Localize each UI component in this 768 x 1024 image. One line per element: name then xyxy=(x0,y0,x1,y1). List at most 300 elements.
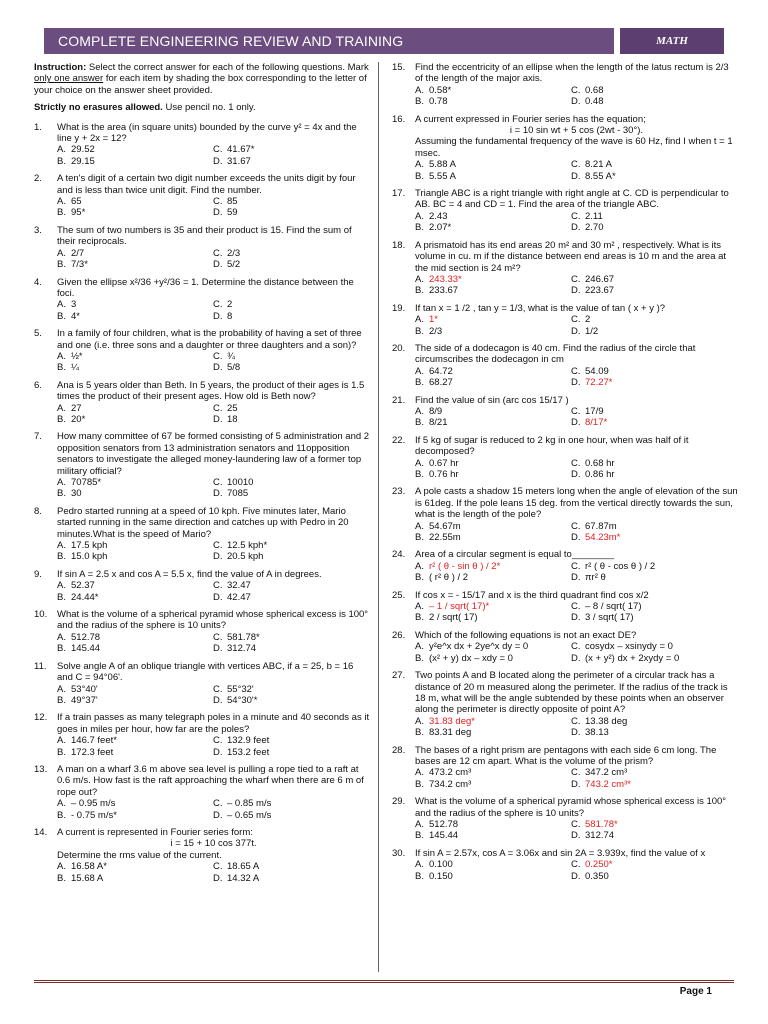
question-item xyxy=(34,609,370,655)
answer-options xyxy=(415,274,738,297)
option-value: 38.13 xyxy=(585,727,609,739)
question-body xyxy=(57,225,370,271)
question-stem: Find the value of sin (arc cos 15/17 ) xyxy=(415,394,569,406)
question-number: 3. xyxy=(34,224,42,236)
option-letter: C. xyxy=(213,402,223,414)
option-letter: C. xyxy=(571,520,581,532)
option-letter: B. xyxy=(57,488,66,500)
option-letter: A. xyxy=(415,365,424,377)
option-value: 312.74 xyxy=(227,643,257,655)
question-formula: i = 10 sin wt + 5 cos (2wt - 30°). xyxy=(509,125,644,137)
option-value: 54.67m xyxy=(429,520,461,532)
option-value: 0.250* xyxy=(585,859,613,871)
option-value: 512.78 xyxy=(429,818,459,830)
option-value: 42.47 xyxy=(227,591,251,603)
question-item xyxy=(392,62,738,108)
option-letter: B. xyxy=(57,362,66,374)
question-item xyxy=(392,796,738,842)
option-value: 29.52 xyxy=(71,144,95,156)
option-letter: D. xyxy=(571,170,581,182)
option-letter: A. xyxy=(57,144,66,156)
option-value: 2/3 xyxy=(429,325,443,337)
question-body xyxy=(415,848,738,882)
answer-options xyxy=(415,366,738,389)
question-stem: The side of a dodecagon is 40 cm. Find the radius of the circle that circumscribes the dodecagon in cm xyxy=(415,342,696,366)
option-value: 233.67 xyxy=(429,285,459,297)
option-value: πr² θ xyxy=(585,572,606,584)
option-letter: B. xyxy=(415,469,424,480)
instructions xyxy=(34,62,370,96)
option-letter: A. xyxy=(415,601,424,613)
option-value: 5.55 A xyxy=(429,170,456,182)
answer-options xyxy=(415,85,738,108)
option-value: 70785* xyxy=(71,477,102,488)
question-body xyxy=(415,114,738,182)
option-letter: D. xyxy=(571,830,581,842)
answer-options xyxy=(57,299,370,322)
option-value: ¼ xyxy=(71,362,79,374)
question-number: 23. xyxy=(392,486,406,498)
question-number: 16. xyxy=(392,113,406,125)
question-number: 11. xyxy=(34,660,47,672)
question-stem: How many committee of 67 be formed consisting of 5 administration and 2 opposition senators from 13 administration senators and 11opposition senators to investigate the alleged money-laundering law of a former top military official? xyxy=(57,431,370,477)
question-stem: Find the eccentricity of an ellipse when the length of the latus rectum is 2/3 of the length of the major axis. xyxy=(415,62,729,85)
option-letter: D. xyxy=(571,612,581,624)
option-letter: A. xyxy=(57,402,66,414)
option-value: 0.76 hr xyxy=(429,469,459,480)
instructions-part1: Select the correct answer for each of the following questions. Mark xyxy=(86,62,369,73)
option-value: 2 xyxy=(227,299,233,311)
option-value: – 0.85 m/s xyxy=(227,798,272,810)
question-stem: What is the area (in square units) bounded by the curve y² = 4x and the line y + 2x = 12? xyxy=(57,121,357,145)
answer-options xyxy=(415,716,738,739)
option-value: 32.47 xyxy=(227,580,251,592)
answer-options xyxy=(57,580,370,603)
question-item xyxy=(34,764,370,821)
question-number: 19. xyxy=(392,302,406,314)
question-body xyxy=(415,395,738,429)
option-value: 0.67 hr xyxy=(429,457,459,469)
question-body xyxy=(57,380,370,426)
column-divider xyxy=(378,62,379,972)
strict-bold: Strictly no erasures allowed. xyxy=(34,102,163,114)
question-stem: The bases of a right prism are pentagons with each side 6 cm long. The bases are 12 cm apart. What is the volume of the prism? xyxy=(415,744,717,767)
question-item xyxy=(392,590,738,624)
question-number: 21. xyxy=(392,394,406,406)
option-value: - 0.75 m/s* xyxy=(71,809,117,821)
question-stem: A ten's digit of a certain two digit number exceeds the units digit by four and is less than twice unit digit. Find the number. xyxy=(57,173,356,196)
option-letter: D. xyxy=(571,572,581,584)
answer-options xyxy=(415,601,738,624)
question-body xyxy=(57,506,370,563)
strict-note xyxy=(34,102,370,113)
option-letter: A. xyxy=(415,767,424,779)
option-letter: C. xyxy=(213,350,223,362)
option-value: 2.11 xyxy=(585,210,603,222)
option-letter: B. xyxy=(57,207,66,219)
option-value: 5.88 A xyxy=(429,159,456,171)
question-body xyxy=(415,486,738,543)
question-item xyxy=(34,827,370,884)
option-letter: C. xyxy=(213,299,223,311)
question-stem: Given the ellipse x²/36 +y²/36 = 1. Determine the distance between the foci. xyxy=(57,276,354,299)
option-letter: C. xyxy=(571,159,581,171)
option-letter: D. xyxy=(213,809,223,821)
option-letter: C. xyxy=(571,641,581,653)
question-number: 24. xyxy=(392,549,406,561)
answer-options xyxy=(415,458,738,481)
option-letter: B. xyxy=(415,830,424,842)
option-letter: A. xyxy=(415,84,424,96)
option-value: 473.2 cm³ xyxy=(429,767,472,779)
answer-options xyxy=(415,406,738,429)
option-letter: B. xyxy=(415,727,424,739)
question-stem: Area of a circular segment is equal to________ xyxy=(415,549,615,561)
question-item xyxy=(34,328,370,374)
option-value: 49°37' xyxy=(71,694,98,706)
option-value: – 0.95 m/s xyxy=(71,798,116,810)
option-letter: B. xyxy=(57,413,66,425)
option-letter: D. xyxy=(213,362,223,374)
question-body xyxy=(57,827,370,884)
option-value: r² ( θ - cos θ ) / 2 xyxy=(585,560,656,572)
option-letter: B. xyxy=(415,778,424,790)
option-letter: A. xyxy=(415,210,424,222)
question-number: 7. xyxy=(34,431,42,443)
instructions-underlined: only one answer xyxy=(34,73,104,85)
option-value: 5/8 xyxy=(227,362,241,374)
question-body xyxy=(57,712,370,758)
header-title: COMPLETE ENGINEERING REVIEW AND TRAINING xyxy=(44,28,614,54)
option-value: (x² + y) dx – xdy = 0 xyxy=(429,652,513,664)
option-value: – 8 / sqrt( 17) xyxy=(585,601,642,613)
question-stem: What is the volume of a spherical pyramid whose spherical excess is 100° and the radius of the sphere is 10 units? xyxy=(415,796,727,819)
question-stem: A man on a wharf 3.6 m above sea level is pulling a rope tied to a raft at 0.6 m/s. How fast is the raft approaching the wharf when there are 6 m of rope out? xyxy=(57,763,364,798)
question-item xyxy=(392,486,738,543)
option-value: 7/3* xyxy=(71,259,88,271)
option-value: 55°32' xyxy=(227,683,254,695)
question-stem: If cos x = - 15/17 and x is the third quadrant find cos x/2 xyxy=(415,589,649,601)
question-stem: In a family of four children, what is the probability of having a set of three and one (i.e. three sons and a daughter or three daughters and a son)? xyxy=(57,328,362,351)
option-value: 2.07* xyxy=(429,222,452,234)
header-subject: MATH xyxy=(620,28,724,54)
option-value: 4* xyxy=(71,310,80,322)
option-letter: A. xyxy=(57,631,66,643)
option-letter: C. xyxy=(571,210,581,222)
question-item xyxy=(34,122,370,168)
option-letter: A. xyxy=(415,314,424,326)
option-value: 29.15 xyxy=(71,155,95,167)
answer-options xyxy=(57,144,370,167)
option-letter: D. xyxy=(571,377,581,389)
question-item xyxy=(392,188,738,234)
option-value: y²e^x dx + 2ye^x dy = 0 xyxy=(429,641,529,653)
option-value: 581.78* xyxy=(227,631,260,643)
option-value: 85 xyxy=(227,196,238,208)
answer-options xyxy=(57,540,370,563)
answer-options xyxy=(57,735,370,758)
question-number: 9. xyxy=(34,568,42,580)
option-value: 0.48 xyxy=(585,96,604,108)
question-number: 1. xyxy=(34,121,42,133)
question-stem: If tan x = 1 /2 , tan y = 1/3, what is the value of tan ( x + y )? xyxy=(415,302,666,314)
question-body xyxy=(57,764,370,821)
option-letter: C. xyxy=(571,273,581,285)
option-letter: D. xyxy=(571,652,581,664)
question-number: 6. xyxy=(34,379,42,391)
question-stem: Solve angle A of an oblique triangle with vertices ABC, if a = 25, b = 16 and C = 94°06'. xyxy=(57,660,354,684)
question-body xyxy=(415,240,738,297)
question-body xyxy=(57,661,370,707)
answer-options xyxy=(57,632,370,655)
option-value: 512.78 xyxy=(71,631,101,643)
option-value: 2 / sqrt( 17) xyxy=(429,612,478,624)
option-value: 53°40' xyxy=(71,683,98,695)
question-number: 4. xyxy=(34,276,42,288)
option-value: (x + y²) dx + 2xydy = 0 xyxy=(585,652,680,664)
option-letter: D. xyxy=(571,417,581,429)
question-stem: What is the volume of a spherical pyramid whose spherical excess is 100° and the radius of the sphere is 10 units? xyxy=(57,609,369,632)
option-value: 145.44 xyxy=(71,643,101,655)
question-item xyxy=(392,114,738,182)
option-letter: A. xyxy=(415,457,424,469)
option-letter: C. xyxy=(571,314,581,326)
question-number: 17. xyxy=(392,188,406,200)
option-letter: D. xyxy=(213,413,223,425)
question-body xyxy=(415,343,738,389)
option-value: 2/3 xyxy=(227,247,241,259)
option-letter: D. xyxy=(571,285,581,297)
option-value: 734.2 cm³ xyxy=(429,778,472,790)
option-letter: B. xyxy=(57,872,66,884)
option-letter: A. xyxy=(57,798,66,810)
option-value: 13.38 deg xyxy=(585,715,628,727)
question-body xyxy=(415,670,738,738)
question-body xyxy=(57,122,370,168)
option-value: 68.27 xyxy=(429,377,453,389)
option-letter: B. xyxy=(415,222,424,234)
option-letter: B. xyxy=(57,591,66,603)
option-value: 14.32 A xyxy=(227,872,260,884)
option-value: 223.67 xyxy=(585,285,615,297)
option-letter: B. xyxy=(415,652,424,664)
option-letter: A. xyxy=(415,859,424,871)
left-column xyxy=(34,62,370,890)
option-letter: C. xyxy=(571,560,581,572)
question-stem: Which of the following equations is not an exact DE? xyxy=(415,629,637,641)
question-stem: Triangle ABC is a right triangle with right angle at C. CD is perpendicular to AB. BC = 4 and CD = 1. Find the area of the triangle ABC. xyxy=(415,188,729,211)
option-value: 0.100 xyxy=(429,859,453,871)
option-value: 27 xyxy=(71,402,82,414)
option-value: 172.3 feet xyxy=(71,746,114,758)
question-number: 27. xyxy=(392,670,406,682)
question-stem-continued: Assuming the fundamental frequency of the wave is 60 Hz, find I when t = 1 msec. xyxy=(415,136,733,159)
answer-options xyxy=(57,798,370,821)
option-letter: A. xyxy=(57,861,66,873)
answer-options xyxy=(415,819,738,842)
question-item xyxy=(34,173,370,219)
option-value: 8 xyxy=(227,310,233,322)
option-letter: C. xyxy=(213,196,223,208)
option-value: 146.7 feet* xyxy=(71,735,117,747)
option-value: 0.86 hr xyxy=(585,469,615,480)
option-letter: A. xyxy=(415,818,424,830)
question-item xyxy=(392,435,738,481)
question-item xyxy=(392,630,738,664)
question-body xyxy=(415,796,738,842)
option-letter: A. xyxy=(415,520,424,532)
question-number: 22. xyxy=(392,434,406,446)
option-letter: B. xyxy=(57,643,66,655)
option-letter: C. xyxy=(571,767,581,779)
option-letter: A. xyxy=(415,641,424,653)
option-value: 8/9 xyxy=(429,405,443,417)
option-value: 54.09 xyxy=(585,365,609,377)
option-letter: A. xyxy=(57,540,66,552)
question-number: 30. xyxy=(392,847,406,859)
option-letter: D. xyxy=(213,591,223,603)
option-value: 1/2 xyxy=(585,325,599,337)
option-letter: A. xyxy=(57,477,66,488)
right-question-list xyxy=(392,62,738,882)
option-letter: C. xyxy=(213,144,223,156)
option-letter: D. xyxy=(213,310,223,322)
question-stem: Pedro started running at a speed of 10 kph. Five minutes later, Mario started running in the same direction and catches up with Pedro in 20 minutes.What is the speed of Mario? xyxy=(57,505,349,540)
answer-options xyxy=(57,477,370,500)
left-question-list xyxy=(34,122,370,884)
option-value: 8.55 A* xyxy=(585,170,616,182)
option-letter: A. xyxy=(415,273,424,285)
option-letter: A. xyxy=(57,247,66,259)
question-number: 15. xyxy=(392,62,406,73)
option-value: 145.44 xyxy=(429,830,459,842)
question-number: 20. xyxy=(392,342,406,354)
option-value: 0.78 xyxy=(429,96,448,108)
question-number: 25. xyxy=(392,589,406,601)
question-number: 13. xyxy=(34,763,48,775)
option-letter: C. xyxy=(213,631,223,643)
option-value: 5/2 xyxy=(227,259,241,271)
option-value: 0.350 xyxy=(585,870,609,882)
answer-options xyxy=(57,196,370,219)
question-item xyxy=(34,712,370,758)
option-value: 17.5 kph xyxy=(71,540,108,552)
option-letter: B. xyxy=(57,310,66,322)
option-value: 16.58 A* xyxy=(71,861,107,873)
option-value: 2.43 xyxy=(429,210,448,222)
option-letter: A. xyxy=(57,580,66,592)
option-letter: A. xyxy=(415,159,424,171)
option-letter: B. xyxy=(415,325,424,337)
option-value: cosydx – xsinydy = 0 xyxy=(585,641,673,653)
option-letter: C. xyxy=(571,457,581,469)
question-number: 5. xyxy=(34,328,42,340)
question-body xyxy=(57,328,370,374)
answer-options xyxy=(57,248,370,271)
question-number: 2. xyxy=(34,173,42,185)
option-value: 8/21 xyxy=(429,417,448,429)
option-value: 31.83 deg* xyxy=(429,715,475,727)
option-value: 22.55m xyxy=(429,532,461,544)
question-stem-continued: Determine the rms value of the current. xyxy=(57,849,222,861)
header-banner xyxy=(44,28,724,54)
question-body xyxy=(415,549,738,583)
option-value: 10010 xyxy=(227,477,254,488)
question-item xyxy=(392,848,738,882)
option-letter: B. xyxy=(415,285,424,297)
question-item xyxy=(34,380,370,426)
option-value: 17/9 xyxy=(585,405,604,417)
question-number: 18. xyxy=(392,239,406,251)
option-value: 18.65 A xyxy=(227,861,260,873)
option-value: – 0.65 m/s xyxy=(227,809,272,821)
option-letter: B. xyxy=(415,572,424,584)
option-value: 153.2 feet xyxy=(227,746,270,758)
option-letter: D. xyxy=(213,488,223,500)
question-stem: If sin A = 2.57x, cos A = 3.06x and sin 2A = 3.939x, find the value of x xyxy=(415,847,706,859)
option-letter: B. xyxy=(57,746,66,758)
option-value: 246.67 xyxy=(585,273,615,285)
question-body xyxy=(415,62,738,108)
option-letter: C. xyxy=(571,601,581,613)
question-item xyxy=(34,661,370,707)
question-stem: If a train passes as many telegraph poles in a minute and 40 seconds as it goes in miles per hour, how far are the poles? xyxy=(57,712,370,735)
option-value: 743.2 cm³* xyxy=(585,778,631,790)
option-letter: C. xyxy=(213,861,223,873)
question-number: 8. xyxy=(34,505,42,517)
option-value: ( r² θ ) / 2 xyxy=(429,572,469,584)
option-letter: C. xyxy=(213,247,223,259)
page-number: Page 1 xyxy=(679,986,712,997)
option-value: 243.33* xyxy=(429,273,462,285)
option-letter: D. xyxy=(571,469,581,480)
question-item xyxy=(392,240,738,297)
option-letter: C. xyxy=(571,715,581,727)
option-value: 83.31 deg xyxy=(429,727,472,739)
option-letter: D. xyxy=(571,325,581,337)
option-letter: D. xyxy=(571,727,581,739)
option-letter: B. xyxy=(57,551,66,563)
option-letter: D. xyxy=(213,643,223,655)
option-letter: A. xyxy=(57,196,66,208)
option-value: ½* xyxy=(71,350,83,362)
answer-options xyxy=(57,684,370,707)
option-value: 25 xyxy=(227,402,238,414)
question-stem: A prismatoid has its end areas 20 m² and 30 m² , respectively. What is its volume in cu. m if the distance between end areas is 10 m and the area at the mid section is 24 m²? xyxy=(415,239,727,274)
answer-options xyxy=(415,211,738,234)
option-letter: A. xyxy=(415,405,424,417)
option-value: 15.0 kph xyxy=(71,551,108,563)
question-item xyxy=(392,670,738,738)
question-number: 29. xyxy=(392,796,406,808)
question-item xyxy=(392,303,738,337)
question-body xyxy=(415,435,738,481)
option-letter: B. xyxy=(415,612,424,624)
option-letter: D. xyxy=(213,746,223,758)
question-body xyxy=(57,173,370,219)
option-letter: D. xyxy=(571,96,581,108)
question-number: 28. xyxy=(392,744,406,756)
question-item xyxy=(34,506,370,563)
question-formula: i = 15 + 10 cos 377t. xyxy=(170,838,257,850)
answer-options xyxy=(415,159,738,182)
question-stem: A current is represented in Fourier series form: xyxy=(57,826,253,838)
option-value: 8/17* xyxy=(585,417,608,429)
option-letter: B. xyxy=(57,155,66,167)
option-letter: B. xyxy=(415,870,424,882)
option-value: 2.70 xyxy=(585,222,604,234)
option-value: 7085 xyxy=(227,488,249,500)
